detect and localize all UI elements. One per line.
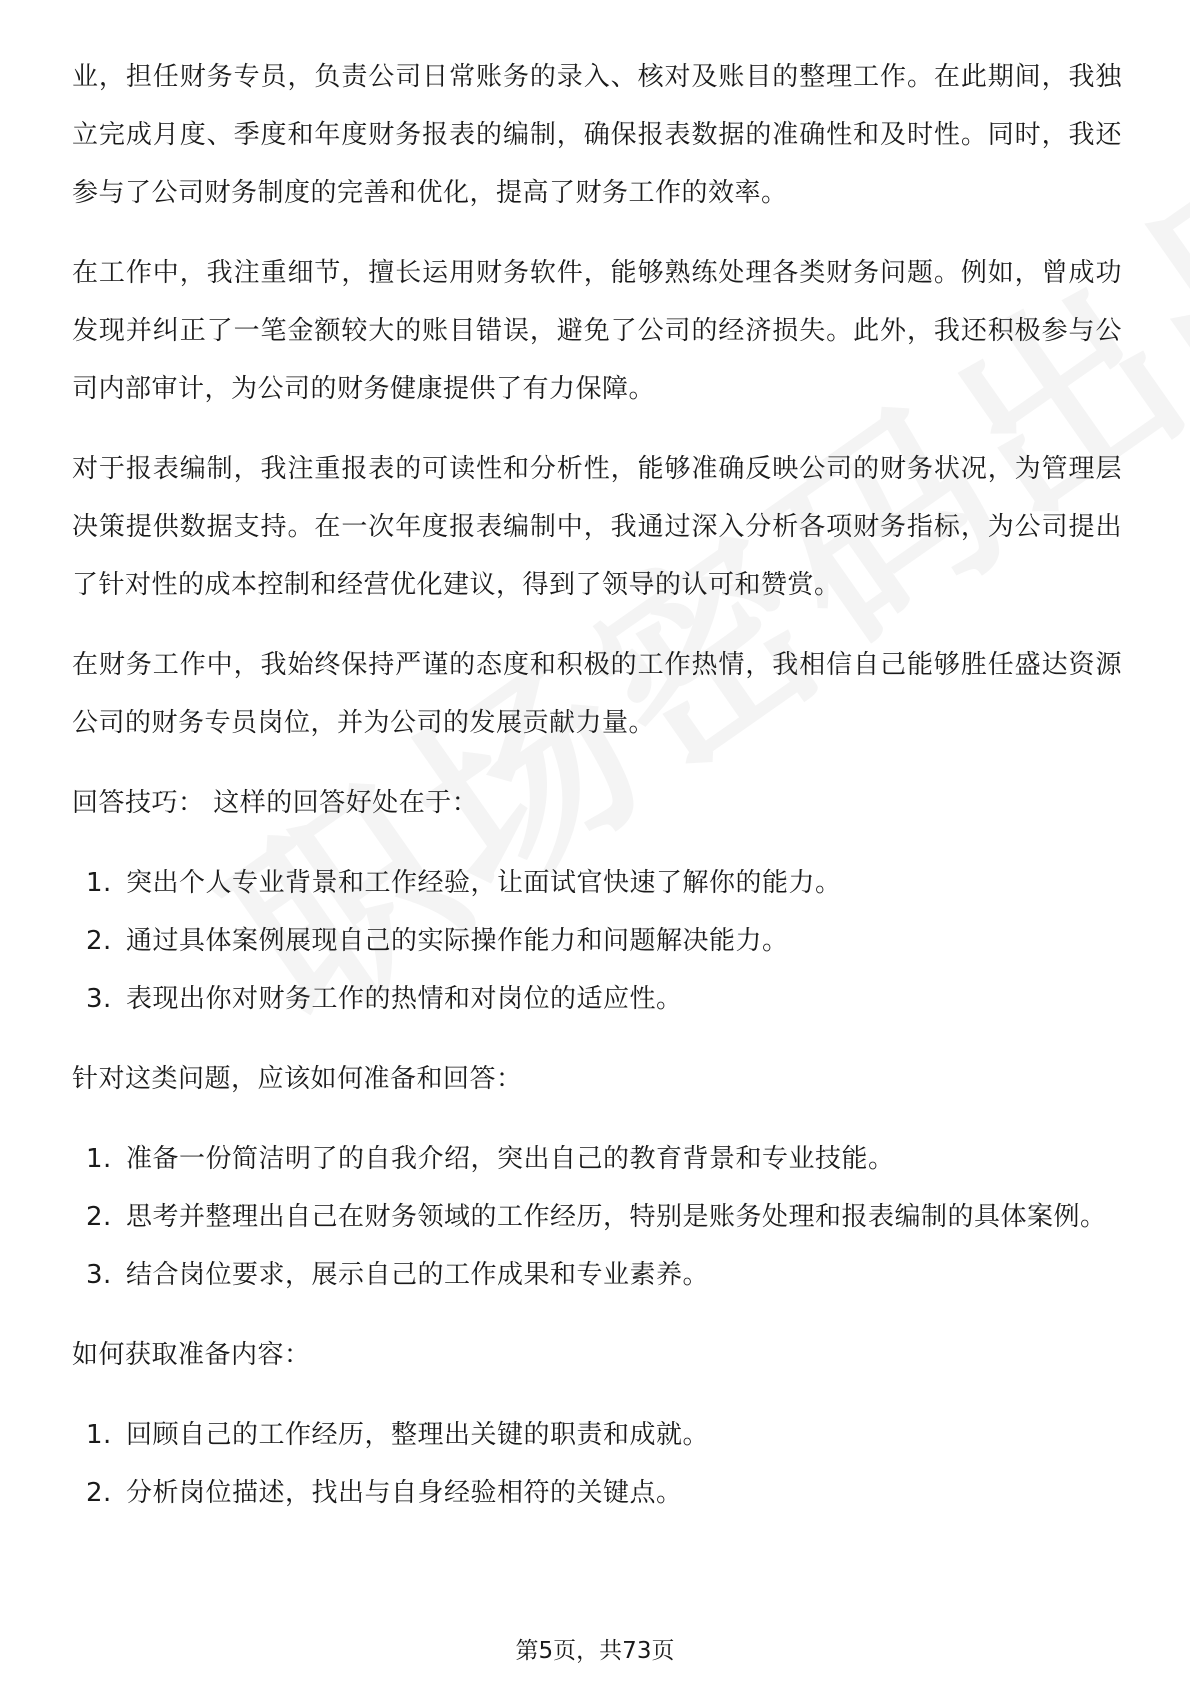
list-text: 表现出你对财务工作的热情和对岗位的适应性。	[126, 984, 683, 1014]
list-text: 回顾自己的工作经历，整理出关键的职责和成就。	[126, 1420, 710, 1450]
list-item	[72, 1246, 1122, 1304]
list-text: 准备一份简洁明了的自我介绍，突出自己的教育背景和专业技能。	[126, 1144, 895, 1174]
list-number: 3.	[86, 984, 112, 1014]
list-number: 1.	[86, 1420, 112, 1450]
list-item	[72, 1188, 1122, 1246]
list-item	[72, 1464, 1122, 1522]
prep-heading: 针对这类问题，应该如何准备和回答：	[72, 1064, 523, 1094]
list-item	[72, 912, 1122, 970]
obtain-heading: 如何获取准备内容：	[72, 1340, 311, 1370]
list-item	[72, 854, 1122, 912]
list-item	[72, 1130, 1122, 1188]
list-text: 分析岗位描述，找出与自身经验相符的关键点。	[126, 1478, 683, 1508]
list-item	[72, 1406, 1122, 1464]
list-number: 3.	[86, 1260, 112, 1290]
list-number: 2.	[86, 1202, 112, 1232]
paragraph-conclusion: 在财务工作中，我始终保持严谨的态度和积极的工作热情，我相信自己能够胜任盛达资源公司的财务专员岗位，并为公司的发展贡献力量。	[72, 650, 1122, 738]
page-footer: 第5页，共73页	[515, 1638, 675, 1664]
list-number: 1.	[86, 1144, 112, 1174]
tips-heading: 回答技巧： 这样的回答好处在于：	[72, 788, 479, 818]
list-text: 通过具体案例展现自己的实际操作能力和问题解决能力。	[126, 926, 789, 956]
paragraph-report-compilation: 对于报表编制，我注重报表的可读性和分析性，能够准确反映公司的财务状况，为管理层决策提供数据支持。在一次年度报表编制中，我通过深入分析各项财务指标，为公司提出了针对性的成本控制和经营优化建议，得到了领导的认可和赞赏。	[72, 454, 1122, 600]
list-number: 2.	[86, 1478, 112, 1508]
list-number: 2.	[86, 926, 112, 956]
paragraph-work-duties: 业，担任财务专员，负责公司日常账务的录入、核对及账目的整理工作。在此期间，我独立完成月度、季度和年度财务报表的编制，确保报表数据的准确性和及时性。同时，我还参与了公司财务制度的完善和优化，提高了财务工作的效率。	[72, 62, 1122, 208]
list-text: 突出个人专业背景和工作经验，让面试官快速了解你的能力。	[126, 868, 842, 898]
prep-list	[72, 1130, 1122, 1304]
list-text: 结合岗位要求，展示自己的工作成果和专业素养。	[126, 1260, 710, 1290]
paragraph-work-details: 在工作中，我注重细节，擅长运用财务软件，能够熟练处理各类财务问题。例如，曾成功发现并纠正了一笔金额较大的账目错误，避免了公司的经济损失。此外，我还积极参与公司内部审计，为公司的财务健康提供了有力保障。	[72, 258, 1122, 404]
tips-list	[72, 854, 1122, 1028]
list-item	[72, 970, 1122, 1028]
page-content	[72, 48, 1122, 1544]
list-number: 1.	[86, 868, 112, 898]
list-text: 思考并整理出自己在财务领域的工作经历，特别是账务处理和报表编制的具体案例。	[126, 1202, 1107, 1232]
obtain-list	[72, 1406, 1122, 1522]
